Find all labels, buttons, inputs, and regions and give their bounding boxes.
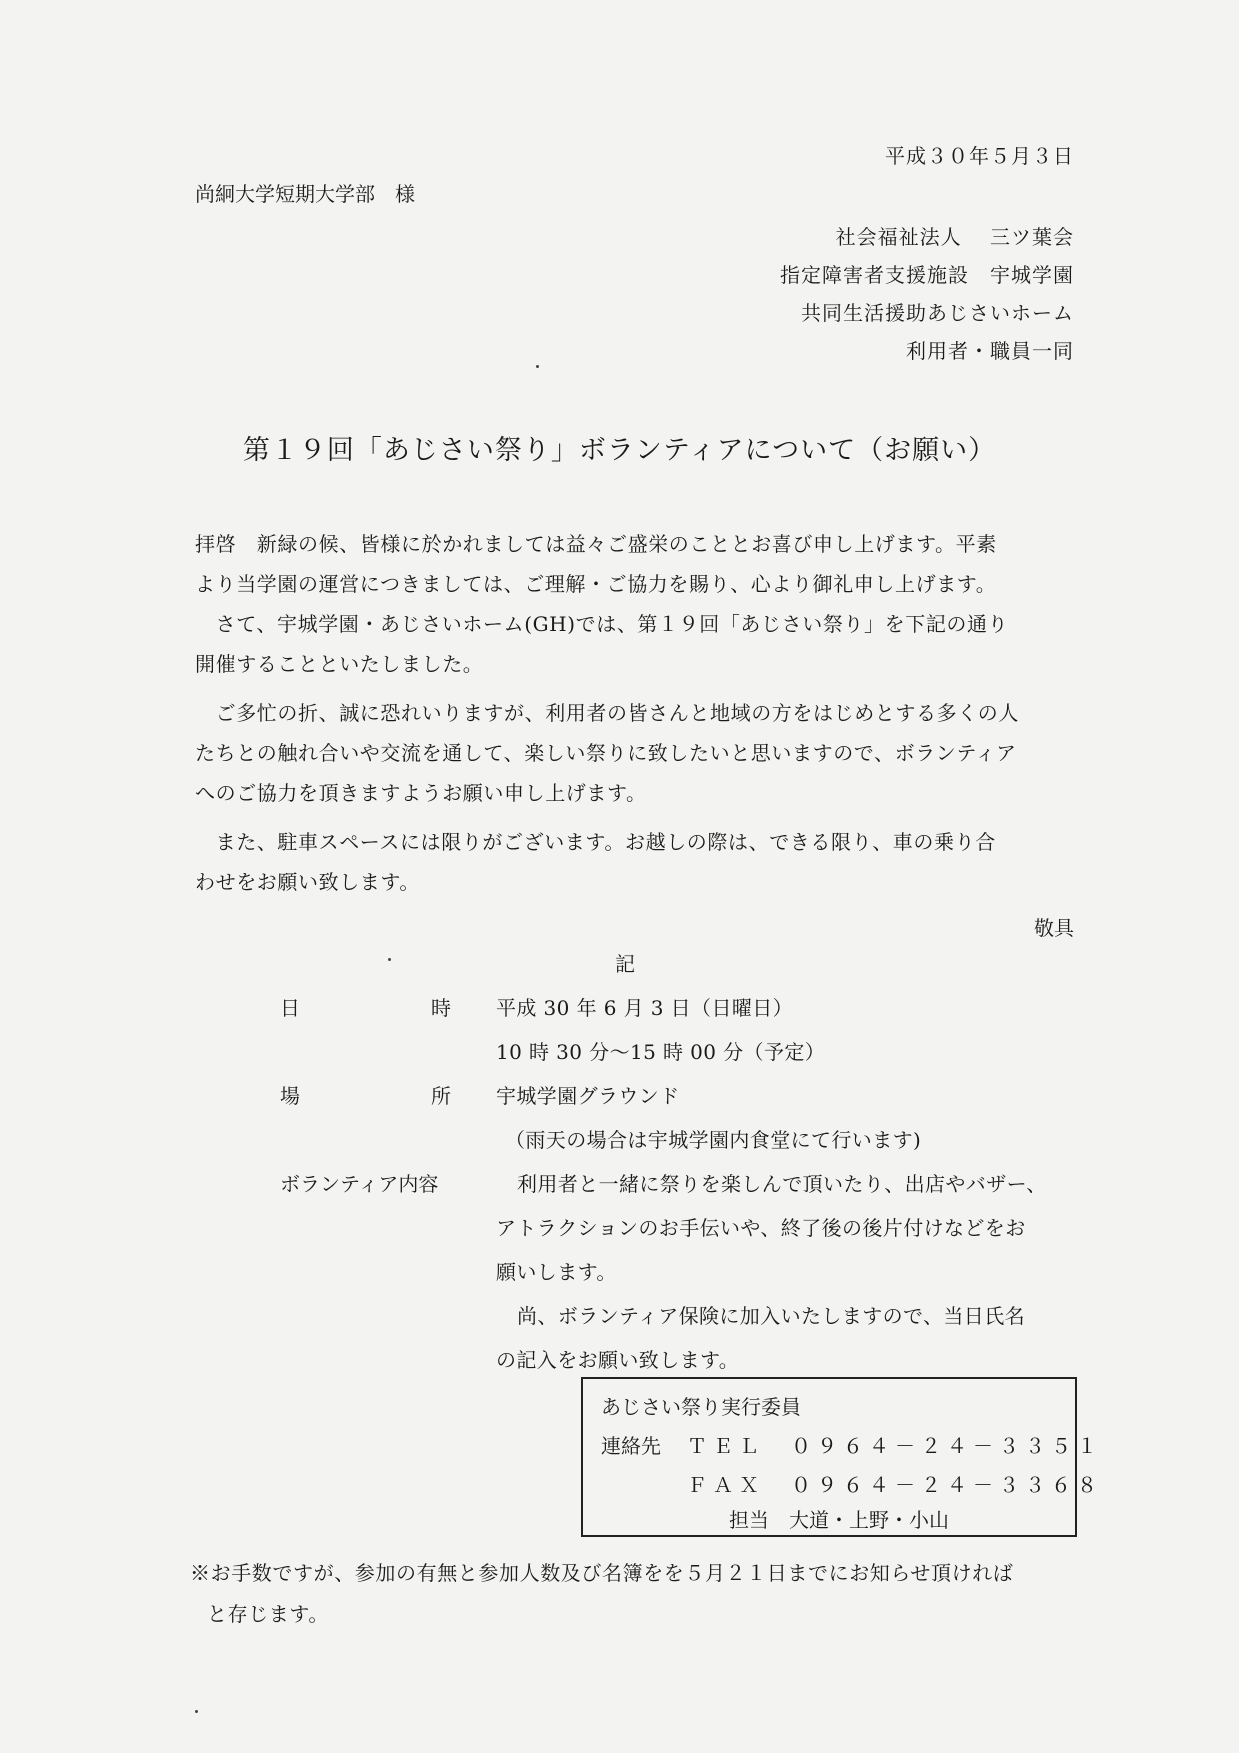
sender-facility: 指定障害者支援施設 宇城学園 — [780, 263, 1074, 287]
body-line: わせをお願い致します。 — [195, 870, 420, 894]
volunteer-line: 願いします。 — [496, 1260, 617, 1284]
body-line: 開催することといたしました。 — [195, 652, 484, 676]
document-title: 第１９回「あじさい祭り」ボランティアについて（お願い） — [242, 435, 997, 466]
place-label: 場 — [280, 1084, 300, 1108]
sender-organization: 社会福祉法人 三ツ葉会 — [835, 225, 1074, 249]
contact-fax: ＦＡＸ ０９６４－２４－３３６８ — [687, 1473, 1103, 1497]
scan-speck — [536, 365, 539, 368]
body-line: ご多忙の折、誠に恐れいりますが、利用者の皆さんと地域の方をはじめとする多くの人 — [195, 701, 1019, 725]
place-value: 宇城学園グラウンド — [496, 1084, 680, 1108]
volunteer-label: ボランティア内容 — [280, 1172, 439, 1196]
volunteer-line: 利用者と一緒に祭りを楽しんで頂いたり、出店やバザー、 — [517, 1172, 1047, 1196]
scan-speck — [388, 958, 391, 961]
body-line: 拝啓 新緑の候、皆様に於かれましては益々ご盛栄のこととお喜び申し上げます。平素 — [195, 532, 997, 556]
sender-home: 共同生活援助あじさいホーム — [801, 301, 1074, 325]
note-line: ※お手数ですが、参加の有無と参加人数及び名簿をを５月２１日までにお知らせ頂ければ — [190, 1561, 1014, 1585]
body-line: たちとの触れ合いや交流を通して、楽しい祭りに致したいと思いますので、ボランティア — [195, 741, 1017, 765]
contact-staff: 担当 大道・上野・小山 — [729, 1508, 949, 1532]
contact-tel: ＴＥＬ ０９６４－２４－３３５１ — [687, 1434, 1103, 1458]
body-line: さて、宇城学園・あじさいホーム(GH)では、第１９回「あじさい祭り」を下記の通り — [195, 612, 1009, 636]
body-line: へのご協力を頂きますようお願い申し上げます。 — [195, 781, 647, 805]
sender-members: 利用者・職員一同 — [906, 339, 1074, 363]
place-rain-note: （雨天の場合は宇城学園内食堂にて行います) — [505, 1128, 922, 1152]
committee-name: あじさい祭り実行委員 — [601, 1395, 801, 1419]
body-line: より当学園の運営につきましては、ご理解・ご協力を賜り、心より御礼申し上げます。 — [195, 572, 997, 596]
contact-label: 連絡先 — [601, 1434, 661, 1458]
datetime-label: 時 — [431, 996, 451, 1020]
datetime-label: 日 — [280, 996, 300, 1020]
ki-heading: 記 — [615, 952, 635, 976]
document-date: 平成３０年５月３日 — [885, 144, 1074, 168]
volunteer-line: アトラクションのお手伝いや、終了後の後片付けなどをお — [496, 1216, 1026, 1240]
place-label: 所 — [431, 1084, 451, 1108]
recipient: 尚絅大学短期大学部 様 — [195, 182, 415, 206]
datetime-time: 10 時 30 分～15 時 00 分（予定） — [496, 1040, 826, 1064]
volunteer-line: の記入をお願い致します。 — [496, 1348, 740, 1372]
datetime-date: 平成 30 年 6 月 3 日（日曜日） — [496, 996, 794, 1020]
note-line: と存じます。 — [207, 1602, 329, 1626]
volunteer-line: 尚、ボランティア保険に加入いたしますので、当日氏名 — [517, 1304, 1025, 1328]
closing-keigu: 敬具 — [1034, 916, 1074, 940]
contact-box — [581, 1377, 1103, 1537]
scan-speck — [195, 1710, 198, 1713]
body-line: また、駐車スペースには限りがございます。お越しの際は、できる限り、車の乗り合 — [195, 830, 996, 854]
